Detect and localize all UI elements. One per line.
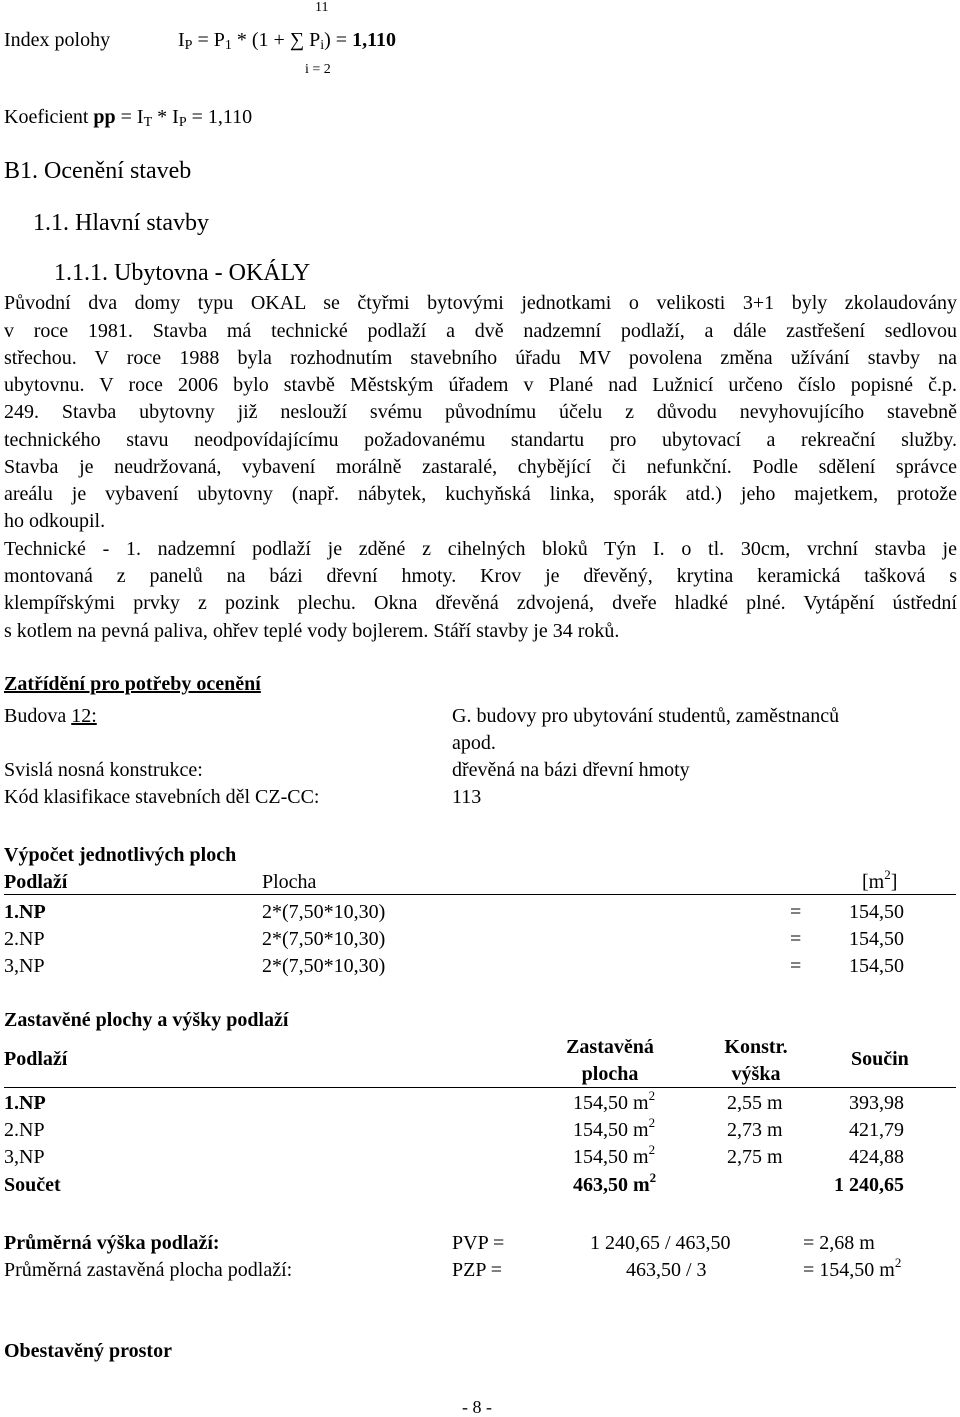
zastavene-head-vyska: Konstr. výška xyxy=(724,1036,788,1085)
zastavene-row-floor: 1.NP xyxy=(4,1092,46,1114)
sigma-symbol: ∑ xyxy=(289,29,305,51)
zastavene-head-soucin: Součin xyxy=(851,1048,909,1070)
zastavene-divider xyxy=(4,1087,956,1088)
prumerna-plocha-label: Průměrná zastavěná plocha podlaží: xyxy=(4,1259,293,1281)
pzp-result: = 154,50 $m^2$ xyxy=(803,1255,902,1281)
zastavene-row-product: 393,98 xyxy=(849,1092,904,1114)
paragraph-line: technického stavu neodpovídajícímu požadovanému standartu pro ubytovací a rekreační služby. xyxy=(4,429,957,451)
heading-b1: B1. Ocenění staveb xyxy=(4,158,192,184)
pvp-abbr: PVP = xyxy=(452,1232,505,1254)
paragraph-line: Technické - 1. nadzemní podlaží je zděné z cihelných bloků Týn I. o tl. 30cm, vrchní stavba je xyxy=(4,538,957,560)
zastavene-head-plocha: Zastavěná plocha xyxy=(566,1036,654,1085)
plochy-row-value: 154,50 xyxy=(849,901,904,923)
plochy-head-unit: $[m^2]$ xyxy=(862,867,898,893)
paragraph-line: v roce 1981. Stavba má technické podlaží a dvě nadzemní podlaží, a dále zastřešení sedlovou xyxy=(4,320,957,342)
kod-value: 113 xyxy=(452,786,482,808)
paragraph-line: ubytovnu. V roce 2006 bylo stavbě Městským úřadem v Plané nad Lužnicí určeno číslo popisné č.p. xyxy=(4,374,957,396)
zastavene-row-product: 424,88 xyxy=(849,1146,904,1168)
zastavene-total-product: 1 240,65 xyxy=(834,1174,904,1196)
budova-label: Budova 12: xyxy=(4,705,97,727)
classification-title: Zatřídění pro potřeby ocenění xyxy=(4,673,261,695)
plochy-row-formula: 2*(7,50*10,30) xyxy=(262,928,386,950)
plochy-row-eq: = xyxy=(790,955,802,977)
zastavene-total-area: 463,50 $m^2$ xyxy=(573,1170,657,1196)
index-formula-expression: $I_P = P_1 * (1$ + ∑ $P_i) = 1,110$ xyxy=(178,29,396,53)
plochy-row-floor: 2.NP xyxy=(4,928,45,950)
plochy-head-plocha: Plocha xyxy=(262,871,317,893)
paragraph-line: montovaná z panelů na bázi dřevní hmoty. Krov je dřevěný, krytina keramická tašková s xyxy=(4,565,957,587)
plochy-title: Výpočet jednotlivých ploch xyxy=(4,844,237,866)
pvp-calc: 1 240,65 / 463,50 xyxy=(590,1232,731,1254)
plochy-divider xyxy=(4,894,956,895)
plochy-row-eq: = xyxy=(790,928,802,950)
zastavene-row-floor: 3,NP xyxy=(4,1146,45,1168)
zastavene-row-area: 154,50 $m^2$ xyxy=(573,1142,656,1168)
paragraph-line: ho odkoupil. xyxy=(4,510,106,532)
paragraph-line: 249. Stavba ubytovny již neslouží svému původnímu účelu z důvodu nevyhovujícího stavebně xyxy=(4,401,957,423)
heading-hlavni-stavby: 1.1. Hlavní stavby xyxy=(33,210,209,236)
page-number: - 8 - xyxy=(462,1397,492,1417)
prumerna-vyska-label: Průměrná výška podlaží: xyxy=(4,1232,220,1254)
pzp-calc: 463,50 / 3 xyxy=(626,1259,707,1281)
paragraph-line: Původní dva domy typu OKAL se čtyřmi bytovými jednotkami o velikosti 3+1 byly zkolaudovány xyxy=(4,292,957,314)
zastavene-row-floor: 2.NP xyxy=(4,1119,45,1141)
paragraph-line: s kotlem na pevná paliva, ohřev teplé vody bojlerem. Stáří stavby je 34 roků. xyxy=(4,620,620,642)
zastavene-total-label: Součet xyxy=(4,1174,61,1196)
koeficient-line: Koeficient pp = $I_T * I_P = 1,110$ xyxy=(4,106,253,130)
sum-upper-limit: 11 xyxy=(315,0,329,15)
index-label: Index polohy xyxy=(4,29,111,51)
plochy-row-formula: 2*(7,50*10,30) xyxy=(262,901,386,923)
plochy-row-value: 154,50 xyxy=(849,955,904,977)
konstrukce-value: dřevěná na bázi dřevní hmoty xyxy=(452,759,690,781)
plochy-row-floor: 1.NP xyxy=(4,901,46,923)
paragraph-line: klempířskými prvky z pozink plechu. Okna dřevěná zdvojená, dveře hladké plné. Vytápění ústřední xyxy=(4,592,957,614)
paragraph-line: Stavba je neudržovaná, vybavení morálně zastaralé, chybějící či nefunkční. Podle sdělení správce xyxy=(4,456,957,478)
zastavene-row-area: 154,50 $m^2$ xyxy=(573,1088,656,1114)
pvp-result: = 2,68 m xyxy=(803,1232,875,1254)
zastavene-row-product: 421,79 xyxy=(849,1119,904,1141)
zastavene-row-area: 154,50 $m^2$ xyxy=(573,1115,656,1141)
budova-value: G. budovy pro ubytování studentů, zaměstnanců xyxy=(452,705,840,727)
plochy-row-floor: 3,NP xyxy=(4,955,45,977)
pzp-abbr: PZP = xyxy=(452,1259,502,1281)
plochy-row-eq: = xyxy=(790,901,802,923)
heading-ubytovna: 1.1.1. Ubytovna - OKÁLY xyxy=(54,260,311,286)
paragraph-line: areálu je vybavení ubytovny (např. nábytek, kuchyňská linka, sporák atd.) jeho majetkem, protože xyxy=(4,483,957,505)
plochy-head-podlazi: Podlaží xyxy=(4,871,68,893)
obestaveny-title: Obestavěný prostor xyxy=(4,1340,172,1362)
kod-label: Kód klasifikace stavebních děl CZ-CC: xyxy=(4,786,320,808)
konstrukce-label: Svislá nosná konstrukce: xyxy=(4,759,203,781)
paragraph-line: střechou. V roce 1988 byla rozhodnutím stavebního úřadu MV povolena změna užívání stavby na xyxy=(4,347,957,369)
sum-lower-limit: i = 2 xyxy=(305,62,331,77)
zastavene-row-height: 2,55 m xyxy=(727,1092,783,1114)
zastavene-head-podlazi: Podlaží xyxy=(4,1048,68,1070)
zastavene-title: Zastavěné plochy a výšky podlaží xyxy=(4,1009,289,1031)
plochy-row-value: 154,50 xyxy=(849,928,904,950)
zastavene-row-height: 2,73 m xyxy=(727,1119,783,1141)
plochy-row-formula: 2*(7,50*10,30) xyxy=(262,955,386,977)
budova-value-continued: apod. xyxy=(452,732,496,754)
zastavene-row-height: 2,75 m xyxy=(727,1146,783,1168)
